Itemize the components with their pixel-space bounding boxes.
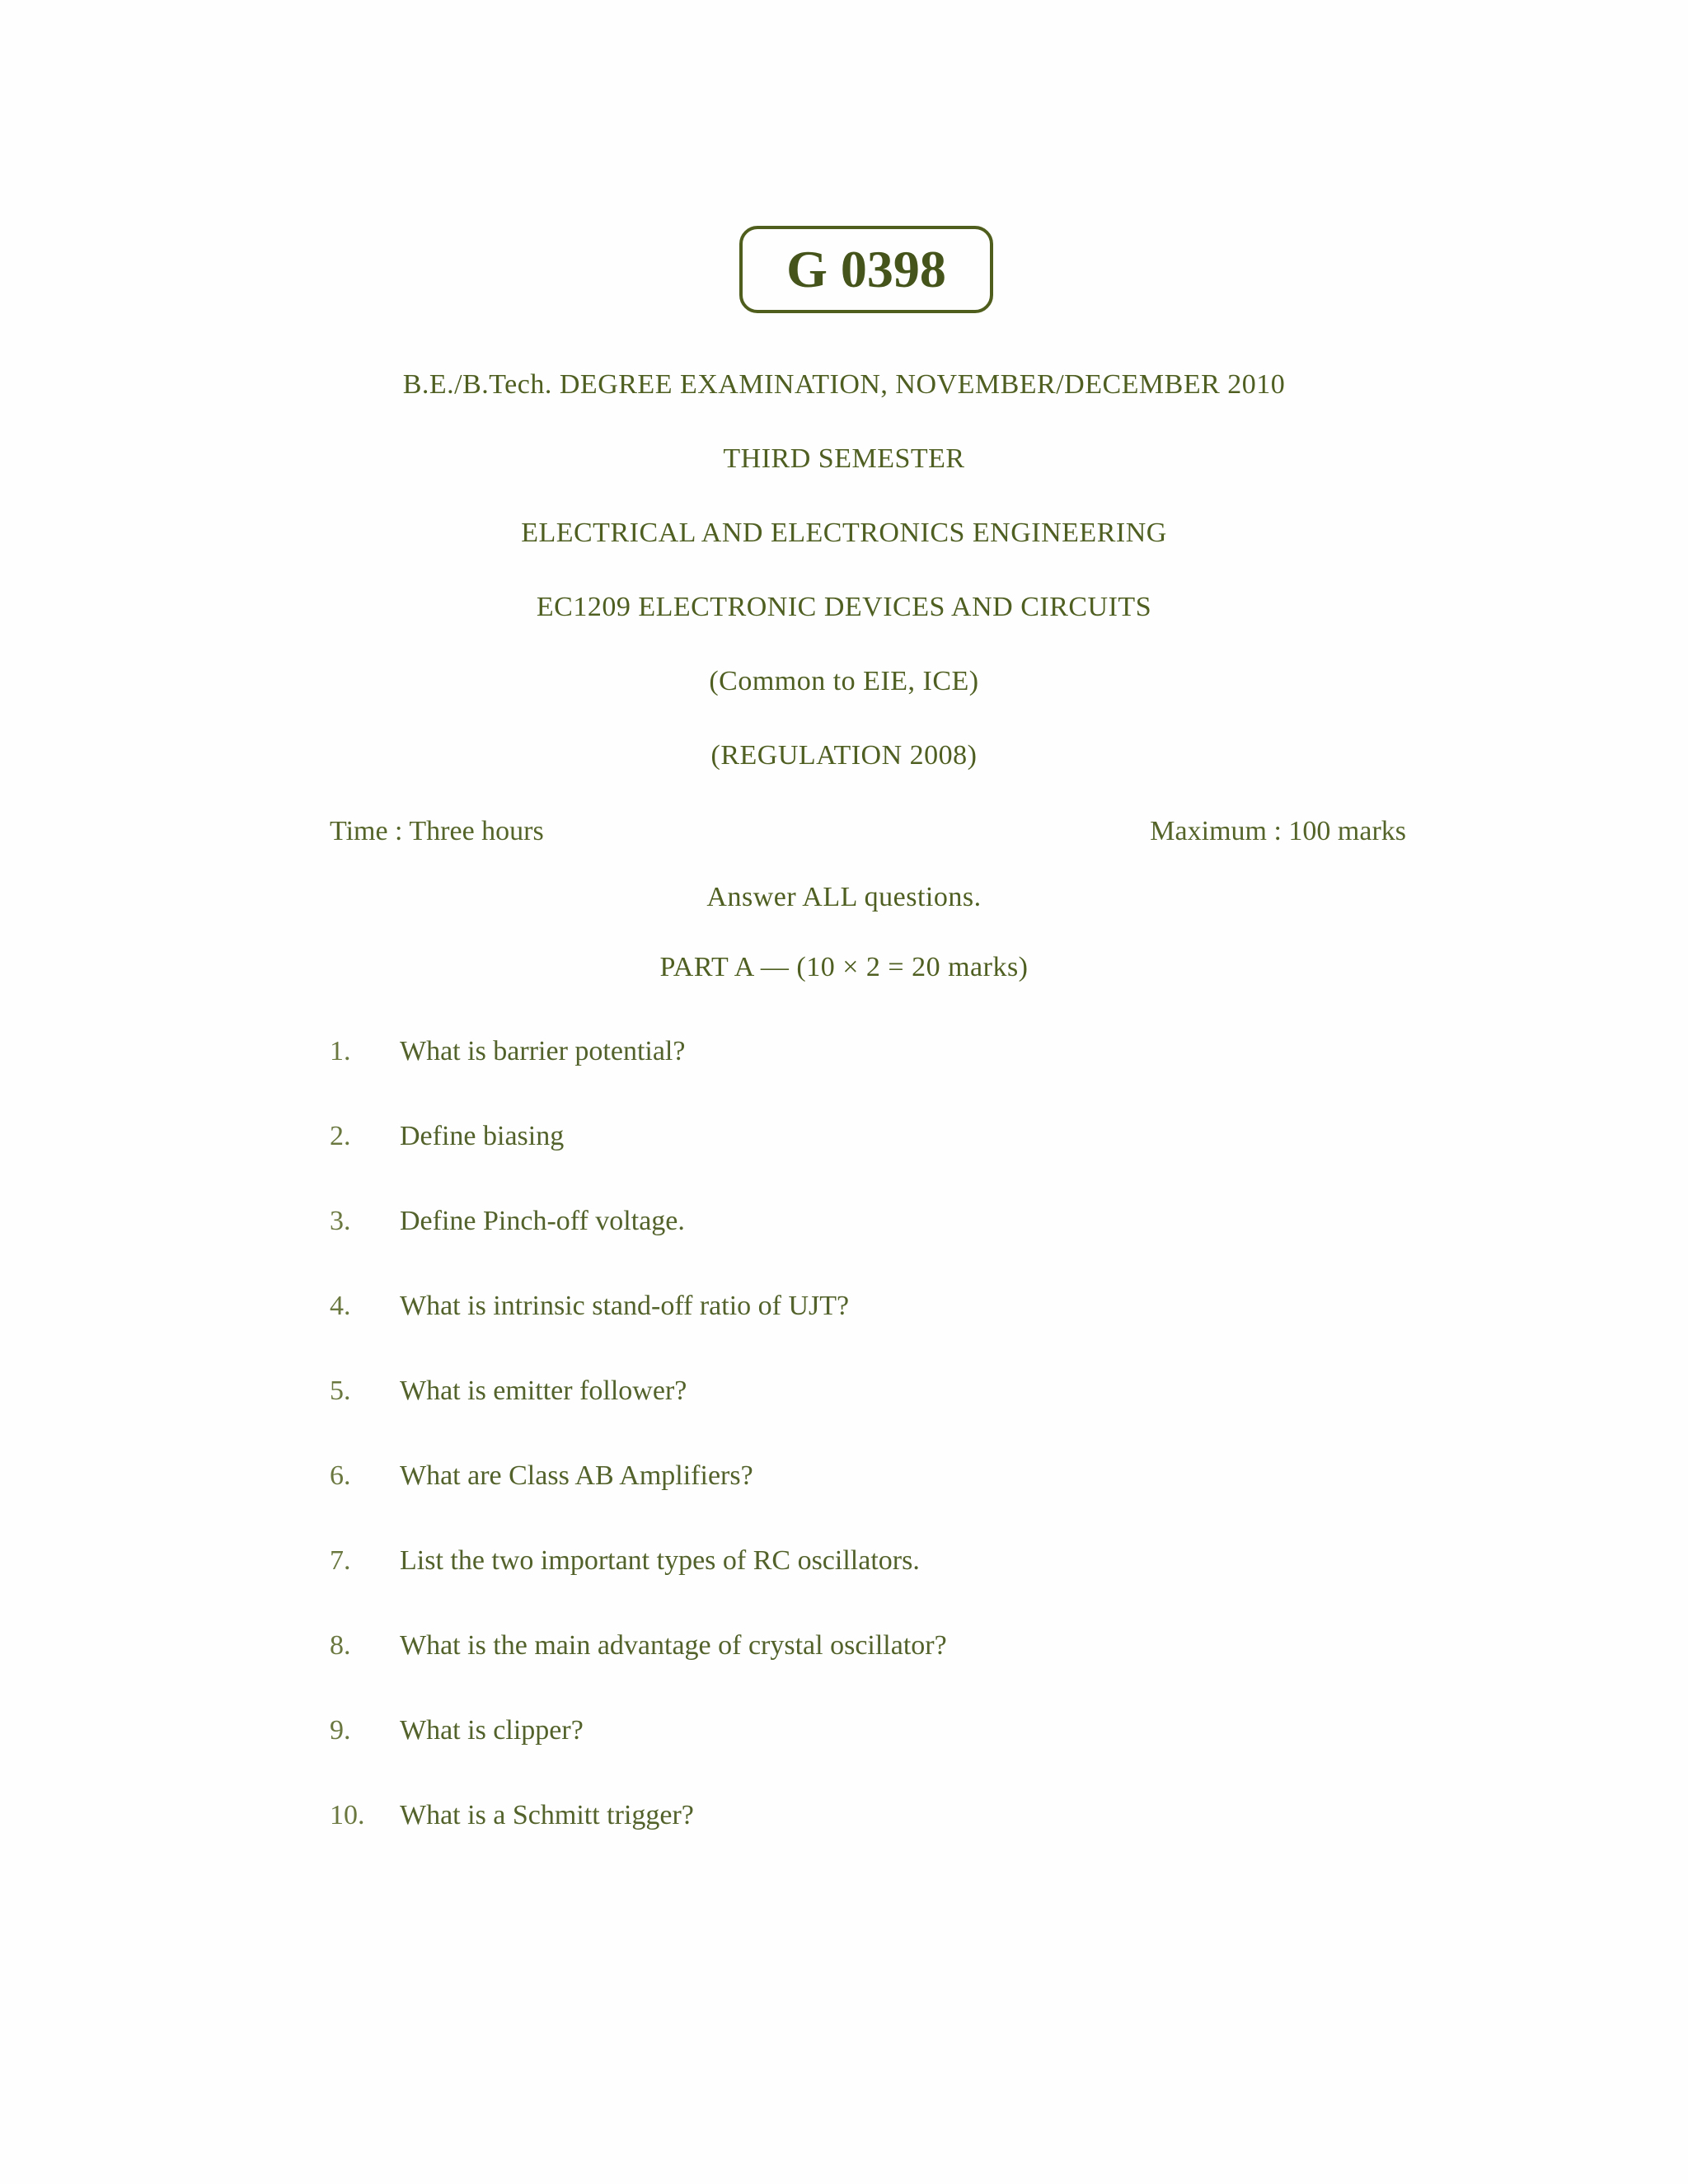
question-number: 6. — [330, 1460, 351, 1491]
question-text: Define Pinch-off voltage. — [400, 1206, 685, 1236]
list-item — [330, 1291, 849, 1322]
department: ELECTRICAL AND ELECTRONICS ENGINEERING — [521, 518, 1167, 548]
list-item — [330, 1715, 584, 1746]
regulation: (REGULATION 2008) — [710, 740, 978, 771]
maximum-marks: Maximum : 100 marks — [1150, 816, 1406, 846]
question-number: 8. — [330, 1630, 351, 1661]
list-item — [330, 1800, 694, 1831]
question-number: 5. — [330, 1376, 351, 1406]
list-item — [330, 1630, 947, 1661]
question-text: What are Class AB Amplifiers? — [400, 1460, 753, 1491]
question-text: List the two important types of RC oscillators. — [400, 1545, 920, 1576]
list-item — [330, 1206, 685, 1237]
question-text: What is barrier potential? — [400, 1036, 686, 1066]
question-text: What is a Schmitt trigger? — [400, 1800, 694, 1830]
semester: THIRD SEMESTER — [723, 443, 965, 474]
question-text: Define biasing — [400, 1121, 565, 1151]
question-number: 4. — [330, 1291, 351, 1321]
question-text: What is the main advantage of crystal oscillator? — [400, 1630, 947, 1661]
question-number: 3. — [330, 1206, 351, 1236]
question-number: 2. — [330, 1121, 351, 1151]
list-item — [330, 1036, 685, 1067]
part-heading: PART A — (10 × 2 = 20 marks) — [659, 952, 1029, 982]
question-number: 7. — [330, 1545, 351, 1576]
list-item — [330, 1376, 687, 1407]
paper-code-box — [739, 226, 993, 313]
question-text: What is emitter follower? — [400, 1376, 687, 1406]
list-item — [330, 1460, 753, 1492]
list-item — [330, 1545, 920, 1577]
question-text: What is clipper? — [400, 1715, 584, 1746]
exam-title: B.E./B.Tech. DEGREE EXAMINATION, NOVEMBER/DECEMBER 2010 — [402, 369, 1286, 400]
common-to: (Common to EIE, ICE) — [709, 666, 979, 696]
question-number: 10. — [330, 1800, 365, 1830]
question-text: What is intrinsic stand-off ratio of UJT? — [400, 1291, 850, 1321]
list-item — [330, 1121, 564, 1152]
question-number: 1. — [330, 1036, 351, 1066]
time-allowed: Time : Three hours — [330, 816, 544, 846]
instruction: Answer ALL questions. — [706, 882, 982, 912]
question-number: 9. — [330, 1715, 351, 1746]
paper-code: G 0398 — [786, 240, 946, 298]
course-title: EC1209 ELECTRONIC DEVICES AND CIRCUITS — [536, 592, 1152, 622]
